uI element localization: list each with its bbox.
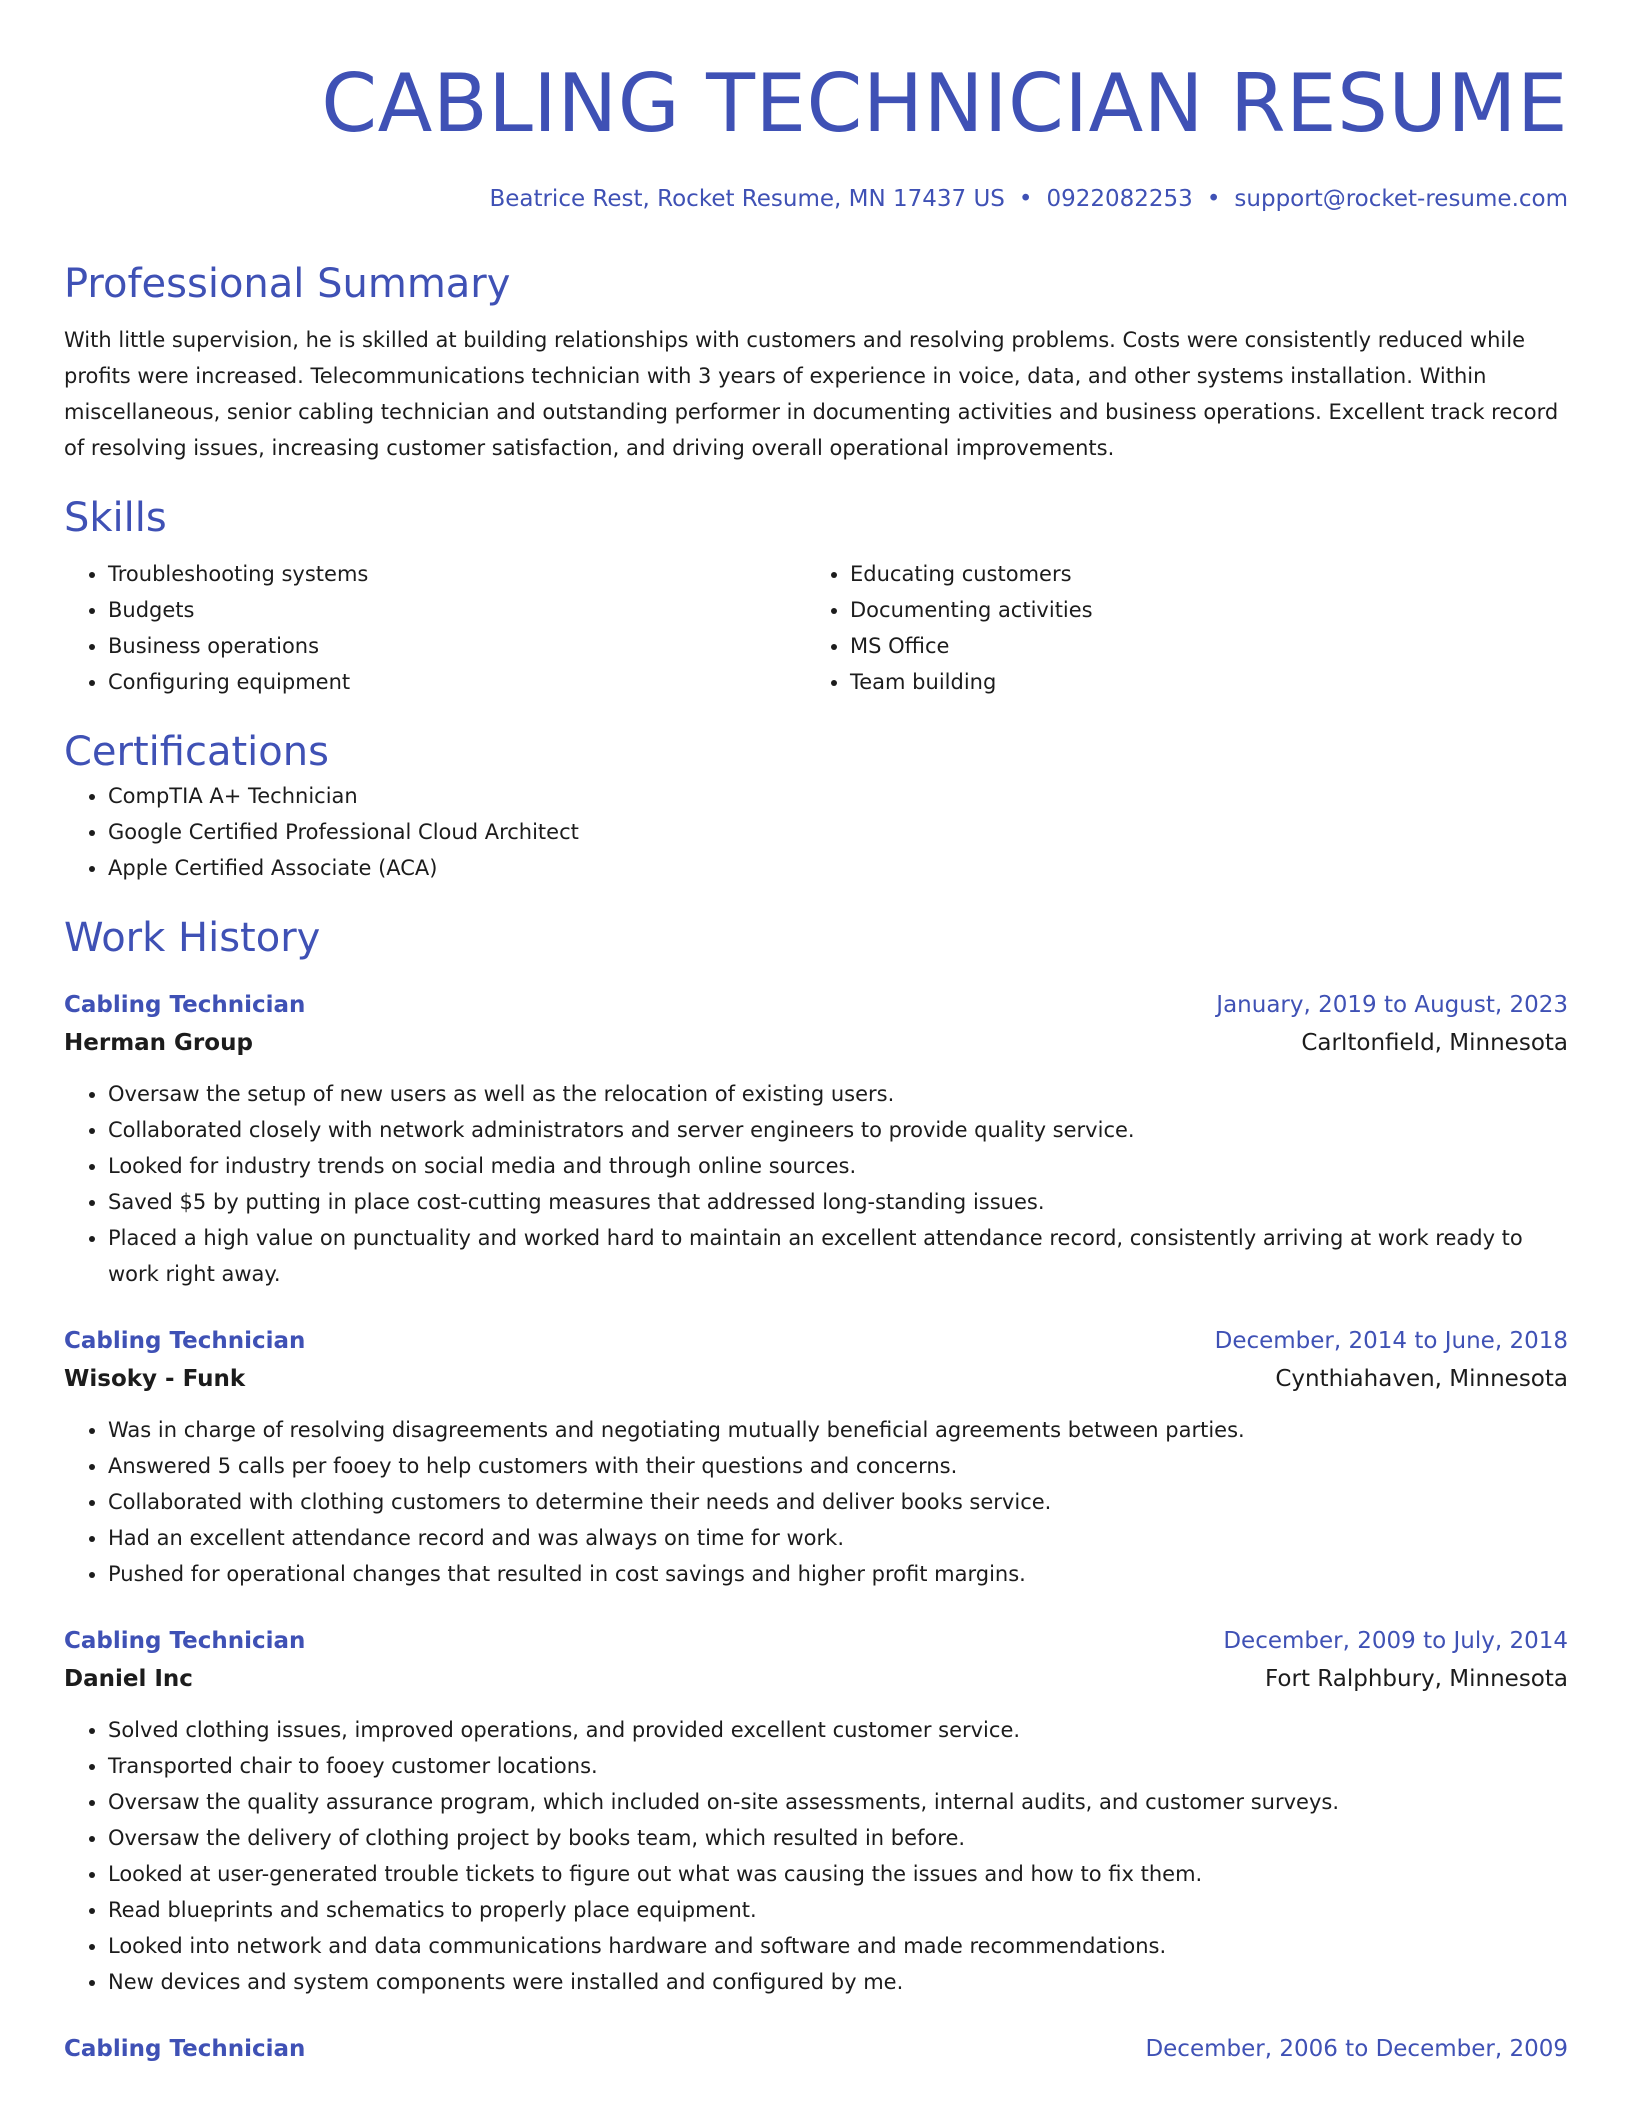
contact-line — [64, 184, 1568, 214]
job-entry — [64, 1622, 1568, 2000]
job-bullet: • Oversaw the setup of new users as well as the relocation of existing users. — [108, 1076, 1568, 1112]
job-bullet: • Oversaw the delivery of clothing project by books team, which resulted in before. — [108, 1820, 1568, 1856]
skill-item: • Business operations — [108, 628, 806, 664]
job-bullet: • Collaborated closely with network administrators and server engineers to provide quality service. — [108, 1112, 1568, 1148]
job-title: Cabling Technician — [64, 2036, 306, 2062]
job-dates: December, 2009 to July, 2014 — [1223, 1628, 1568, 1654]
job-bullet: • Had an excellent attendance record and was always on time for work. — [108, 1520, 1568, 1556]
job-company: Herman Group — [64, 1030, 253, 1056]
certification-item: • Apple Certified Associate (ACA) — [108, 850, 1568, 886]
contact-separator: • — [1018, 186, 1033, 212]
job-bullet: • Solved clothing issues, improved operations, and provided excellent customer service. — [108, 1712, 1568, 1748]
certification-item: • CompTIA A+ Technician — [108, 778, 1568, 814]
job-location: Carltonfield, Minnesota — [1301, 1030, 1568, 1056]
resume-page — [64, 0, 1568, 2068]
contact-email[interactable]: support@rocket-resume.com — [1234, 186, 1568, 212]
certification-item: • Google Certified Professional Cloud Architect — [108, 814, 1568, 850]
job-title: Cabling Technician — [64, 1328, 306, 1354]
skill-item: • Educating customers — [850, 556, 1548, 592]
skill-item: • Budgets — [108, 592, 806, 628]
job-bullet: • Looked at user-generated trouble tickets to figure out what was causing the issues and how to fix them. — [108, 1856, 1568, 1892]
resume-title: CABLING TECHNICIAN RESUME — [321, 57, 1568, 150]
job-title: Cabling Technician — [64, 1628, 306, 1654]
contact-phone[interactable]: 0922082253 — [1046, 186, 1193, 212]
job-bullet: • Answered 5 calls per fooey to help customers with their questions and concerns. — [108, 1448, 1568, 1484]
skills-heading: Skills — [64, 495, 167, 541]
job-bullet: • Read blueprints and schematics to properly place equipment. — [108, 1892, 1568, 1928]
job-company-row — [64, 1660, 1568, 1698]
job-entry — [64, 1322, 1568, 1592]
job-company-row — [64, 1024, 1568, 1062]
job-company-row — [64, 1360, 1568, 1398]
job-entry — [64, 986, 1568, 1292]
job-bullets — [64, 1712, 1568, 2000]
job-company: Wisoky - Funk — [64, 1366, 246, 1392]
job-location: Cynthiahaven, Minnesota — [1275, 1366, 1568, 1392]
skill-item: • Troubleshooting systems — [108, 556, 806, 592]
job-title: Cabling Technician — [64, 992, 306, 1018]
job-bullet: • Looked into network and data communications hardware and software and made recommendations. — [108, 1928, 1568, 1964]
job-bullet: • Placed a high value on punctuality and worked hard to maintain an excellent attendance record, consistently arriving at work ready to work right away. — [108, 1220, 1568, 1292]
skill-item: • Configuring equipment — [108, 664, 806, 700]
skill-item: • MS Office — [850, 628, 1548, 664]
job-bullet: • Transported chair to fooey customer locations. — [108, 1748, 1568, 1784]
job-header-row — [64, 1622, 1568, 1660]
job-entry — [64, 2030, 1568, 2068]
certifications-heading: Certifications — [64, 729, 329, 775]
summary-text: With little supervision, he is skilled at building relationships with customers and resolving problems. Costs were consistently reduced while profits were increased. Telecommunications technician with 3 years of experience in voice, data, and other systems installation. Within miscellaneous, senior cabling technician and outstanding performer in documenting activities and business operations. Excellent track record of resolving issues, increasing customer satisfaction, and driving overall operational improvements. — [64, 328, 1559, 460]
skills-column-right — [806, 556, 1548, 700]
contact-separator: • — [1206, 186, 1221, 212]
certifications-list — [64, 778, 1568, 886]
job-bullet: • Saved $5 by putting in place cost-cutting measures that addressed long-standing issues. — [108, 1184, 1568, 1220]
job-bullet: • Collaborated with clothing customers to determine their needs and deliver books service. — [108, 1484, 1568, 1520]
job-bullets — [64, 1076, 1568, 1292]
job-company: Daniel Inc — [64, 1666, 193, 1692]
job-bullets — [64, 1412, 1568, 1592]
skills-column-left — [64, 556, 806, 700]
summary-heading: Professional Summary — [64, 261, 511, 307]
job-bullet: • Looked for industry trends on social media and through online sources. — [108, 1148, 1568, 1184]
job-dates: December, 2006 to December, 2009 — [1145, 2036, 1568, 2062]
skill-item: • Documenting activities — [850, 592, 1548, 628]
job-header-row — [64, 1322, 1568, 1360]
job-bullet: • New devices and system components were installed and configured by me. — [108, 1964, 1568, 2000]
job-location: Fort Ralphbury, Minnesota — [1265, 1666, 1568, 1692]
contact-address: Beatrice Rest, Rocket Resume, MN 17437 US — [489, 186, 1005, 212]
skills-list — [64, 556, 1568, 700]
work-history-heading: Work History — [64, 915, 321, 961]
job-bullet: • Oversaw the quality assurance program, which included on-site assessments, internal audits, and customer surveys. — [108, 1784, 1568, 1820]
job-header-row — [64, 986, 1568, 1024]
job-bullet: • Pushed for operational changes that resulted in cost savings and higher profit margins. — [108, 1556, 1568, 1592]
skill-item: • Team building — [850, 664, 1548, 700]
job-dates: December, 2014 to June, 2018 — [1214, 1328, 1568, 1354]
job-bullet: • Was in charge of resolving disagreements and negotiating mutually beneficial agreements between parties. — [108, 1412, 1568, 1448]
job-header-row — [64, 2030, 1568, 2068]
job-dates: January, 2019 to August, 2023 — [1216, 992, 1568, 1018]
